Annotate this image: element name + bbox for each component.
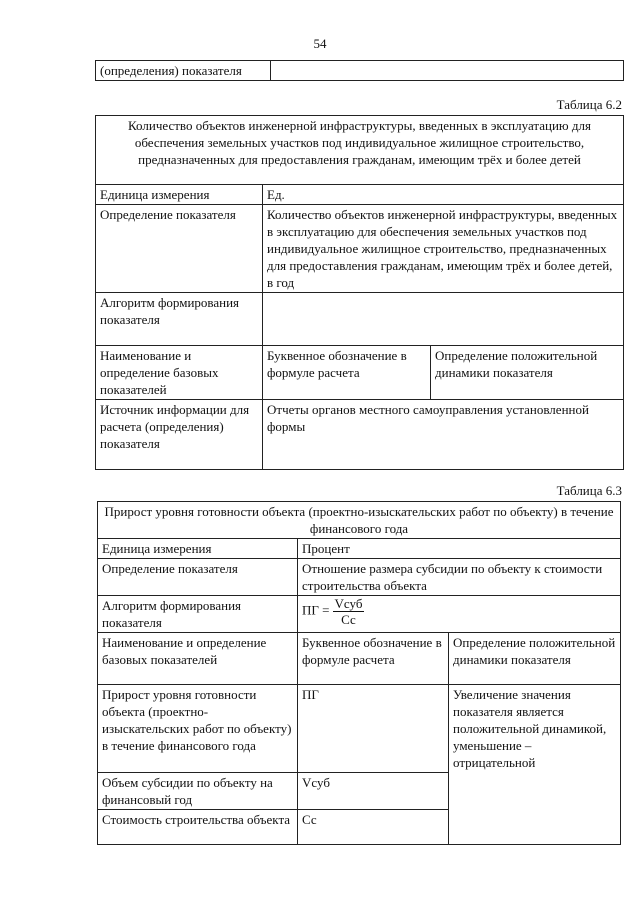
formula-numerator: Vсуб	[334, 596, 363, 611]
indicator-symbol: Сс	[298, 810, 449, 845]
formula-lhs: ПГ =	[302, 602, 330, 618]
algorithm-value	[263, 293, 624, 346]
unit-value: Ед.	[263, 185, 624, 205]
table-6-3-title: Прирост уровня готовности объекта (проектно-изыскательских работ по объекту) в течение финансового года	[98, 502, 621, 539]
source-label: Источник информации для расчета (определения) показателя	[96, 400, 263, 470]
base-indicators-label: Наименование и определение базовых показателей	[98, 633, 298, 685]
definition-label: Определение показателя	[98, 559, 298, 596]
indicator-name: Прирост уровня готовности объекта (проектно-изыскательских работ по объекту) в течение финансового года	[98, 685, 298, 773]
source-value: Отчеты органов местного самоуправления установленной формы	[263, 400, 624, 470]
formula-fraction	[333, 596, 365, 627]
base-symbol-header: Буквенное обозначение в формуле расчета	[263, 346, 431, 400]
indicator-symbol: Vсуб	[298, 773, 449, 810]
previous-table-fragment	[95, 60, 624, 81]
indicator-name: Объем субсидии по объекту на финансовый год	[98, 773, 298, 810]
unit-value: Процент	[298, 539, 621, 559]
definition-label: Определение показателя	[96, 205, 263, 293]
table-6-3	[97, 501, 621, 845]
page-number: 54	[313, 36, 327, 51]
table-6-2-caption: Таблица 6.2	[556, 97, 622, 112]
base-symbol-header: Буквенное обозначение в формуле расчета	[298, 633, 449, 685]
base-dynamics-header: Определение положительной динамики показателя	[449, 633, 621, 685]
formula-cell	[298, 596, 621, 633]
formula-denominator: Сс	[341, 612, 356, 627]
table-6-2-title: Количество объектов инженерной инфраструктуры, введенных в эксплуатацию для обеспечения земельных участков под индивидуальное жилищное строительство, предназначенных для предоставления гражданам, имеющим трёх и более детей	[96, 116, 624, 185]
base-indicators-label: Наименование и определение базовых показателей	[96, 346, 263, 400]
indicator-symbol: ПГ	[298, 685, 449, 773]
fragment-label: (определения) показателя	[96, 61, 271, 81]
indicator-name: Стоимость строительства объекта	[98, 810, 298, 845]
definition-value: Количество объектов инженерной инфраструктуры, введенных в эксплуатацию для обеспечения земельных участков под индивидуальное жилищное строительство, предназначенных для предоставления гражданам, имеющим трёх и более детей, в год	[263, 205, 624, 293]
fragment-value	[271, 61, 624, 81]
algorithm-label: Алгоритм формирования показателя	[98, 596, 298, 633]
table-6-2	[95, 115, 624, 470]
table-6-3-caption: Таблица 6.3	[556, 483, 622, 498]
positive-dynamics: Увеличение значения показателя является положительной динамикой, уменьшение – отрицательной	[449, 685, 621, 845]
unit-label: Единица измерения	[98, 539, 298, 559]
definition-value: Отношение размера субсидии по объекту к стоимости строительства объекта	[298, 559, 621, 596]
unit-label: Единица измерения	[96, 185, 263, 205]
algorithm-label: Алгоритм формирования показателя	[96, 293, 263, 346]
base-dynamics-header: Определение положительной динамики показателя	[431, 346, 624, 400]
